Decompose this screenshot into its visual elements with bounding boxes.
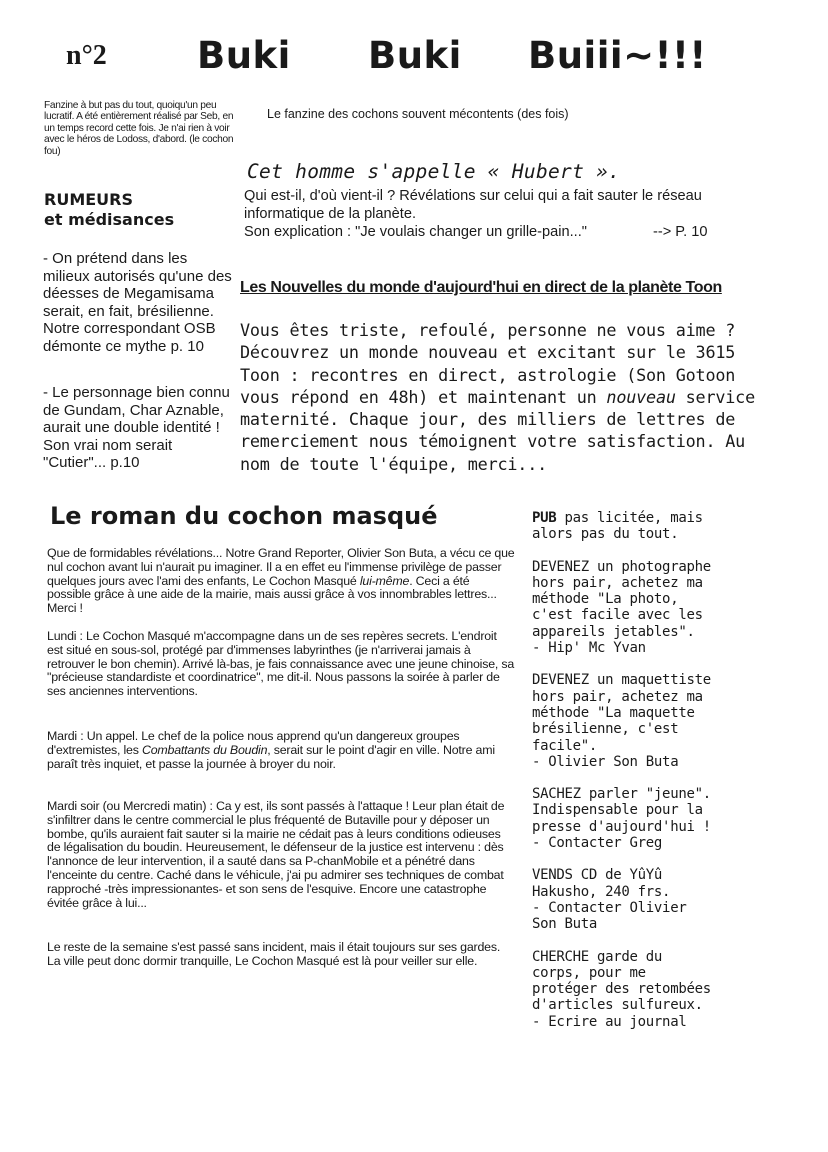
hubert-title: Cet homme s'appelle « Hubert ».: [247, 160, 621, 183]
classified-ad: [532, 510, 782, 543]
roman-text: , serait sur le point d'agir en ville. Notre ami paraît très inquiet, et passe la journée à broyer du noir.: [47, 742, 495, 771]
classified-ad-line: DEVENEZ un photographe: [532, 558, 711, 575]
classified-ad-line: Son Buta: [532, 916, 598, 933]
classified-ad-line: - Ecrire au journal: [532, 1013, 687, 1030]
hubert-quote-line: [244, 223, 764, 241]
classified-ad-line: - Olivier Son Buta: [532, 753, 679, 770]
classified-ad-line: c'est facile avec les: [532, 607, 703, 624]
masthead-word-2: Buki: [368, 34, 462, 77]
roman-paragraph: [47, 547, 515, 616]
toon-text: Vous êtes triste, refoulé, personne ne vous aime ? Découvrez un monde nouveau et excitant sur le 3615 Toon : recontres en direct, astrologie (Son Gotoon vous répond en 48h) et maintenant un: [240, 320, 736, 407]
roman-title: Le roman du cochon masqué: [50, 502, 438, 530]
classified-ad-line: corps, pour me: [532, 964, 646, 981]
masthead-word-1: Buki: [197, 34, 291, 77]
rumeurs-heading-line2: et médisances: [44, 210, 175, 229]
classified-ad-line: facile".: [532, 737, 598, 754]
roman-emphasis: Combattants du Boudin: [141, 742, 268, 757]
roman-text: Que de formidables révélations... Notre Grand Reporter, Olivier Son Buta, a vécu ce que nul cochon avant lui n'aurait pu imaginer. Il a en effet eu l'immense privilège de passer quelques jours avec l'ami des enfants, Le Cochon Masqué: [47, 546, 515, 588]
classified-ad-line: brésilienne, c'est: [532, 721, 679, 738]
issue-number: n°2: [66, 40, 107, 71]
classified-ads: [532, 510, 782, 1046]
page-reference: --> P. 10: [652, 224, 708, 240]
classified-ad: [532, 867, 782, 932]
fanzine-subtitle: Le fanzine des cochons souvent mécontents (des fois): [267, 107, 569, 121]
rumeurs-heading: [44, 190, 174, 230]
classified-ad: [532, 949, 782, 1030]
roman-paragraph: Mardi soir (ou Mercredi matin) : Ca y est, ils sont passés à l'attaque ! Leur plan était de s'infiltrer dans le centre commercial le plus fréquenté de Butaville pour y déposer un bombe, qu'ils auraient fait sauter si la mairie ne cédait pas à leurs conditions odieuses de légalisation du boudin. Heureusement, le défenseur de la justice est intervenu : dès l'annonce de leur intervention, il a sauté dans sa P-chanMobile et a pénétré dans l'enceinte du centre. Caché dans le véhicule, j'ai pu admirer ses techniques de combat rapproché -très impressionantes- et son sens de l'esquive. Encore une catastrophe évitée grâce à lui...: [47, 799, 505, 910]
roman-paragraph: Lundi : Le Cochon Masqué m'accompagne dans un de ses repères secrets. L'endroit est situé en sous-sol, protégé par d'immenses labyrinthes (je n'arriverai jamais à retrouver le bon chemin). Arrivé là-bas, je fais connaissance avec une jeune chinoise, sa "précieuse standardiste et coordinatrice", me dit-il. Nous passons la soirée à parler de ses anciennes interventions.: [47, 629, 515, 699]
classified-ad-line: CHERCHE garde du: [532, 948, 663, 965]
classified-ad-line: alors pas du tout.: [532, 526, 679, 543]
roman-text: Mardi : Un appel. Le chef de la police nous apprend qu'un dangereux groupes d'extremistes, les: [47, 729, 460, 757]
classified-ad-line: protéger des retombées: [532, 981, 711, 998]
classified-ad-line: SACHEZ parler "jeune".: [532, 786, 711, 803]
roman-paragraph: [47, 730, 515, 771]
toon-heading: Les Nouvelles du monde d'aujourd'hui en direct de la planète Toon: [240, 279, 722, 296]
classified-ad-line: appareils jetables".: [532, 623, 695, 640]
toon-text: service maternité. Chaque jour, des milliers de lettres de remerciement nous témoignent votre satisfaction. Au nom de toute l'équipe, merci...: [240, 386, 755, 474]
hubert-quote: Son explication : "Je voulais changer un grille-pain...": [244, 224, 587, 240]
classified-ad-line: hors pair, achetez ma: [532, 688, 703, 705]
classified-ad-line: presse d'aujourd'hui !: [532, 818, 711, 835]
hubert-body: [244, 187, 764, 241]
classified-ad-line: Hakusho, 240 frs.: [532, 883, 671, 900]
roman-paragraph: Le reste de la semaine s'est passé sans incident, mais il était toujours sur ses gardes. La ville peut donc dormir tranquille, Le Cochon Masqué est là pour veiller sur elle.: [47, 940, 501, 968]
roman-emphasis: lui-même: [359, 573, 410, 588]
classified-ad-line: hors pair, achetez ma: [532, 574, 703, 591]
classified-ad-line: PUB pas licitée, mais: [532, 510, 703, 526]
rumeurs-heading-line1: RUMEURS: [44, 190, 133, 209]
classified-ad-line: DEVENEZ un maquettiste: [532, 672, 711, 689]
classified-ad-line: - Contacter Olivier: [532, 899, 687, 916]
classified-ad-line: méthode "La maquette: [532, 704, 695, 721]
rumeur-item: - Le personnage bien connu de Gundam, Char Aznable, aurait une double identité ! Son vrai nom serait "Cutier"... p.10: [43, 384, 230, 471]
roman-text: . Ceci a été possible grâce à une aide de la mairie, mais aussi grâce à vos innombrables lettres... Merci !: [47, 573, 497, 616]
classified-ad-line: Indispensable pour la: [532, 802, 703, 819]
rumeur-item: - On prétend dans les milieux autorisés qu'une des déesses de Megamisama serait, en fait, brésilienne. Notre correspondant OSB démonte ce mythe p. 10: [43, 250, 232, 355]
classified-ad-line: d'articles sulfureux.: [532, 997, 703, 1014]
fanzine-blurb: Fanzine à but pas du tout, quoiqu'un peu lucratif. A été entièrement réalisé par Seb, en un temps record cette fois. Je n'ai rien à voir avec le héros de Lodoss, d'abord. (le cochon fou): [44, 100, 234, 157]
classified-ad-line: méthode "La photo,: [532, 591, 679, 608]
classified-ad-line: - Hip' Mc Yvan: [532, 640, 646, 657]
classified-ad-line: VENDS CD de YûYû: [532, 867, 663, 884]
classified-ad: [532, 786, 782, 851]
toon-body: [240, 319, 760, 475]
classified-ad: [532, 672, 782, 770]
toon-emphasis: nouveau: [606, 386, 676, 407]
classified-ad-line: - Contacter Greg: [532, 835, 663, 852]
hubert-line: Qui est-il, d'où vient-il ? Révélations sur celui qui a fait sauter le réseau informatique de la planète.: [244, 188, 702, 222]
masthead-word-3: Buiii~!!!: [528, 34, 707, 77]
classified-ad: [532, 559, 782, 657]
